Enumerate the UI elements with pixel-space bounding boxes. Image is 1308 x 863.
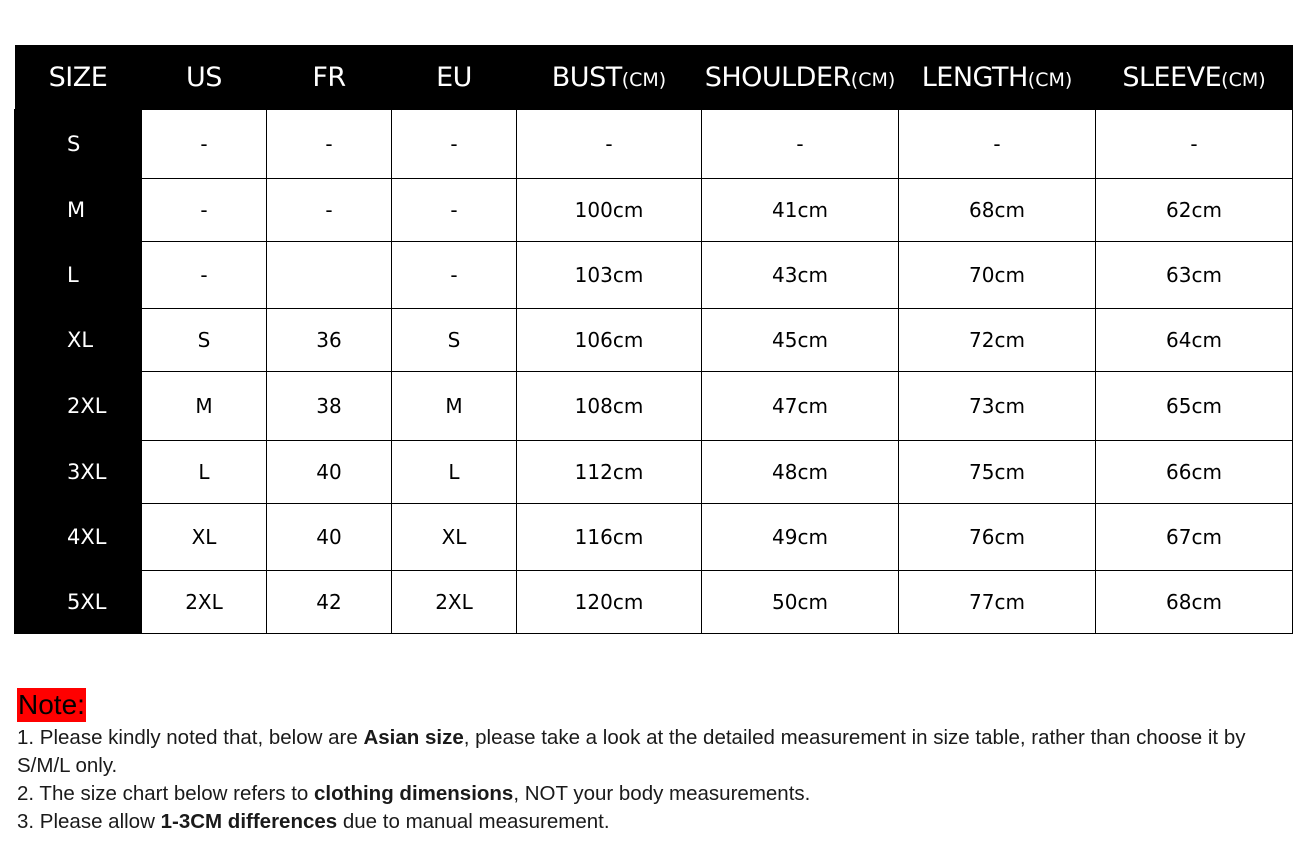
length-cell: 73cm — [899, 372, 1096, 441]
size-cell: XL — [15, 309, 142, 372]
eu-cell: L — [392, 441, 517, 504]
table-row — [15, 110, 1293, 179]
fr-cell: 36 — [267, 309, 392, 372]
length-cell: 72cm — [899, 309, 1096, 372]
us-cell: XL — [142, 504, 267, 571]
sleeve-cell: - — [1096, 110, 1293, 179]
note-text: , please take a look at the detailed measurement in size table, rather than choose it by S/M/L only. — [17, 726, 1246, 777]
note-text: 2. The size chart below refers to — [17, 782, 315, 805]
header-eu: EU — [392, 45, 517, 110]
eu-cell: - — [392, 110, 517, 179]
size-cell: 5XL — [15, 571, 142, 634]
shoulder-cell: 49cm — [702, 504, 899, 571]
us-cell: S — [142, 309, 267, 372]
size-cell: 2XL — [15, 372, 142, 441]
sleeve-cell: 62cm — [1096, 179, 1293, 242]
fr-cell: - — [267, 179, 392, 242]
note-emphasis: Asian size — [363, 726, 464, 749]
us-cell: 2XL — [142, 571, 267, 634]
bust-cell: 106cm — [517, 309, 702, 372]
us-cell: - — [142, 242, 267, 309]
table-row — [15, 571, 1293, 634]
shoulder-cell: 45cm — [702, 309, 899, 372]
fr-cell: 42 — [267, 571, 392, 634]
sleeve-cell: 64cm — [1096, 309, 1293, 372]
table-row — [15, 179, 1293, 242]
note-line-clothing-dimensions — [17, 780, 1292, 808]
length-cell: 70cm — [899, 242, 1096, 309]
length-cell: 68cm — [899, 179, 1096, 242]
header-sleeve: SLEEVE(CM) — [1096, 45, 1293, 110]
note-line-differences — [17, 808, 1292, 836]
header-us: US — [142, 45, 267, 110]
note-text: 1. Please kindly noted that, below are — [17, 726, 364, 749]
note-title: Note: — [18, 689, 85, 720]
bust-cell: 112cm — [517, 441, 702, 504]
shoulder-cell: 41cm — [702, 179, 899, 242]
us-cell: - — [142, 110, 267, 179]
size-cell: M — [15, 179, 142, 242]
table-row — [15, 372, 1293, 441]
eu-cell: S — [392, 309, 517, 372]
length-cell: 76cm — [899, 504, 1096, 571]
table-row — [15, 504, 1293, 571]
note-line-asian-size — [17, 724, 1292, 780]
header-shoulder: SHOULDER(CM) — [702, 45, 899, 110]
notes-section — [17, 688, 1292, 836]
shoulder-cell: 50cm — [702, 571, 899, 634]
bust-cell: 100cm — [517, 179, 702, 242]
table-row — [15, 441, 1293, 504]
bust-cell: 108cm — [517, 372, 702, 441]
note-text: 3. Please allow — [17, 810, 161, 833]
note-text: , NOT your body measurements. — [513, 782, 811, 805]
size-cell: 4XL — [15, 504, 142, 571]
header-length: LENGTH(CM) — [899, 45, 1096, 110]
fr-cell: 38 — [267, 372, 392, 441]
table-row — [15, 309, 1293, 372]
length-cell: 77cm — [899, 571, 1096, 634]
shoulder-cell: 47cm — [702, 372, 899, 441]
shoulder-cell: - — [702, 110, 899, 179]
length-cell: 75cm — [899, 441, 1096, 504]
length-cell: - — [899, 110, 1096, 179]
table-row — [15, 242, 1293, 309]
size-chart-table — [14, 45, 1293, 634]
sleeve-cell: 68cm — [1096, 571, 1293, 634]
size-cell: 3XL — [15, 441, 142, 504]
eu-cell: 2XL — [392, 571, 517, 634]
bust-cell: 116cm — [517, 504, 702, 571]
size-cell: S — [15, 110, 142, 179]
note-text: due to manual measurement. — [337, 810, 610, 833]
eu-cell: - — [392, 179, 517, 242]
bust-cell: 103cm — [517, 242, 702, 309]
us-cell: - — [142, 179, 267, 242]
shoulder-cell: 43cm — [702, 242, 899, 309]
fr-cell: 40 — [267, 441, 392, 504]
bust-cell: - — [517, 110, 702, 179]
eu-cell: - — [392, 242, 517, 309]
shoulder-cell: 48cm — [702, 441, 899, 504]
bust-cell: 120cm — [517, 571, 702, 634]
header-size: SIZE — [15, 45, 142, 110]
note-emphasis: clothing dimensions — [314, 782, 514, 805]
eu-cell: M — [392, 372, 517, 441]
us-cell: L — [142, 441, 267, 504]
fr-cell: 40 — [267, 504, 392, 571]
header-bust: BUST(CM) — [517, 45, 702, 110]
header-fr: FR — [267, 45, 392, 110]
us-cell: M — [142, 372, 267, 441]
fr-cell: - — [267, 110, 392, 179]
eu-cell: XL — [392, 504, 517, 571]
sleeve-cell: 66cm — [1096, 441, 1293, 504]
note-emphasis: 1-3CM differences — [160, 810, 338, 833]
header-row — [15, 45, 1293, 110]
fr-cell — [267, 242, 392, 309]
sleeve-cell: 67cm — [1096, 504, 1293, 571]
sleeve-cell: 63cm — [1096, 242, 1293, 309]
size-cell: L — [15, 242, 142, 309]
sleeve-cell: 65cm — [1096, 372, 1293, 441]
